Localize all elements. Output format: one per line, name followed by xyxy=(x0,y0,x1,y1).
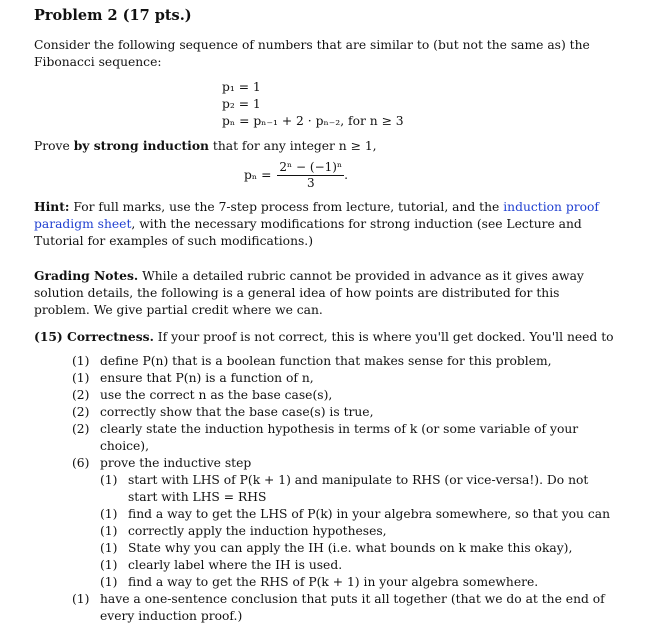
inductive-step-row xyxy=(72,455,614,472)
prove-post: that for any integer n ≥ 1, xyxy=(208,139,377,153)
closed-form-equation xyxy=(244,158,614,192)
correctness-heading xyxy=(34,328,614,346)
list-item-inductive-step xyxy=(72,455,614,591)
list-item xyxy=(72,404,614,421)
item-points: (6) xyxy=(72,456,90,470)
sublist-item xyxy=(100,523,614,540)
item-points: (2) xyxy=(72,405,90,419)
subitem-text: find a way to get the LHS of P(k) in your algebra somewhere, so that you can xyxy=(128,507,611,521)
list-item xyxy=(72,353,614,370)
equation-recurrence: pₙ = pₙ₋₁ + 2 · pₙ₋₂, for n ≥ 3 xyxy=(222,114,404,128)
list-item xyxy=(72,421,614,455)
item-points: (1) xyxy=(72,592,90,606)
subitem-points: (1) xyxy=(100,507,118,521)
subitem-points: (1) xyxy=(100,575,118,589)
subitem-text: find a way to get the RHS of P(k + 1) in your algebra somewhere. xyxy=(128,575,539,589)
prove-pre: Prove xyxy=(34,139,74,153)
sublist-item xyxy=(100,506,614,523)
paradigm-sheet-link[interactable]: induction proof paradigm sheet xyxy=(34,200,599,231)
problem-intro: Consider the following sequence of numbers that are similar to (but not the same as) the Fibonacci sequence: xyxy=(34,38,590,69)
recurrence-equations xyxy=(222,79,614,130)
correctness-text: If your proof is not correct, this is where you'll get docked. You'll need to xyxy=(153,330,614,344)
fraction-denominator: 3 xyxy=(306,175,315,190)
item-text: have a one-sentence conclusion that puts it all together (that we do at the end of every induction proof.) xyxy=(100,592,605,623)
list-item xyxy=(72,387,614,404)
item-text: correctly show that the base case(s) is true, xyxy=(100,405,374,419)
sublist-item xyxy=(100,472,614,506)
item-points: (1) xyxy=(72,371,90,385)
item-text: use the correct n as the base case(s), xyxy=(100,388,333,402)
item-text: ensure that P(n) is a function of n, xyxy=(100,371,314,385)
grading-text: While a detailed rubric cannot be provided in advance as it gives away solution details, the following is a general idea of how points are distributed for this problem. We give partial credit where we can. xyxy=(34,269,584,317)
subitem-points: (1) xyxy=(100,524,118,538)
item-points: (2) xyxy=(72,388,90,402)
subitem-text: start with LHS of P(k + 1) and manipulate to RHS (or vice-versa!). Do not start with LHS = RHS xyxy=(128,473,589,504)
hint-text-2: , with the necessary modifications for strong induction (see Lecture and Tutorial for examples of such modifications.) xyxy=(34,217,582,248)
item-text: prove the inductive step xyxy=(100,456,252,470)
sublist-item xyxy=(100,540,614,557)
rubric-list xyxy=(34,353,614,625)
subitem-points: (1) xyxy=(100,558,118,572)
prove-statement xyxy=(34,137,614,155)
prove-bold: by strong induction xyxy=(73,138,209,153)
sublist-item xyxy=(100,557,614,574)
equation-p1: p₁ = 1 xyxy=(222,80,261,94)
subitem-points: (1) xyxy=(100,473,118,487)
item-text: define P(n) that is a boolean function that makes sense for this problem, xyxy=(100,354,552,368)
hint-text-1: For full marks, use the 7-step process from lecture, tutorial, and the xyxy=(69,200,504,214)
fraction-numerator: 2ⁿ − (−1)ⁿ xyxy=(279,159,343,174)
grading-label: Grading Notes. xyxy=(34,268,139,283)
equation-p2: p₂ = 1 xyxy=(222,97,261,111)
item-points: (2) xyxy=(72,422,90,436)
subitem-text: State why you can apply the IH (i.e. what bounds on k make this okay), xyxy=(128,541,573,555)
subitem-text: clearly label where the IH is used. xyxy=(128,558,343,572)
list-item xyxy=(72,370,614,387)
grading-notes xyxy=(34,267,614,319)
inductive-step-sublist xyxy=(72,472,614,591)
hint-label: Hint: xyxy=(34,199,70,214)
closed-form-fraction xyxy=(277,160,344,191)
item-points: (1) xyxy=(72,354,90,368)
problem-page xyxy=(34,6,614,625)
closed-form-period: . xyxy=(344,167,349,182)
correctness-label: (15) Correctness. xyxy=(34,329,154,344)
problem-title: Problem 2 (17 pts.) xyxy=(34,7,192,24)
sublist-item xyxy=(100,574,614,591)
item-text: clearly state the induction hypothesis in terms of k (or some variable of your choice), xyxy=(100,422,579,453)
subitem-text: correctly apply the induction hypotheses, xyxy=(128,524,387,538)
subitem-points: (1) xyxy=(100,541,118,555)
hint-paragraph xyxy=(34,198,614,250)
list-item xyxy=(72,591,614,625)
closed-form-lhs: pₙ = xyxy=(244,167,272,182)
